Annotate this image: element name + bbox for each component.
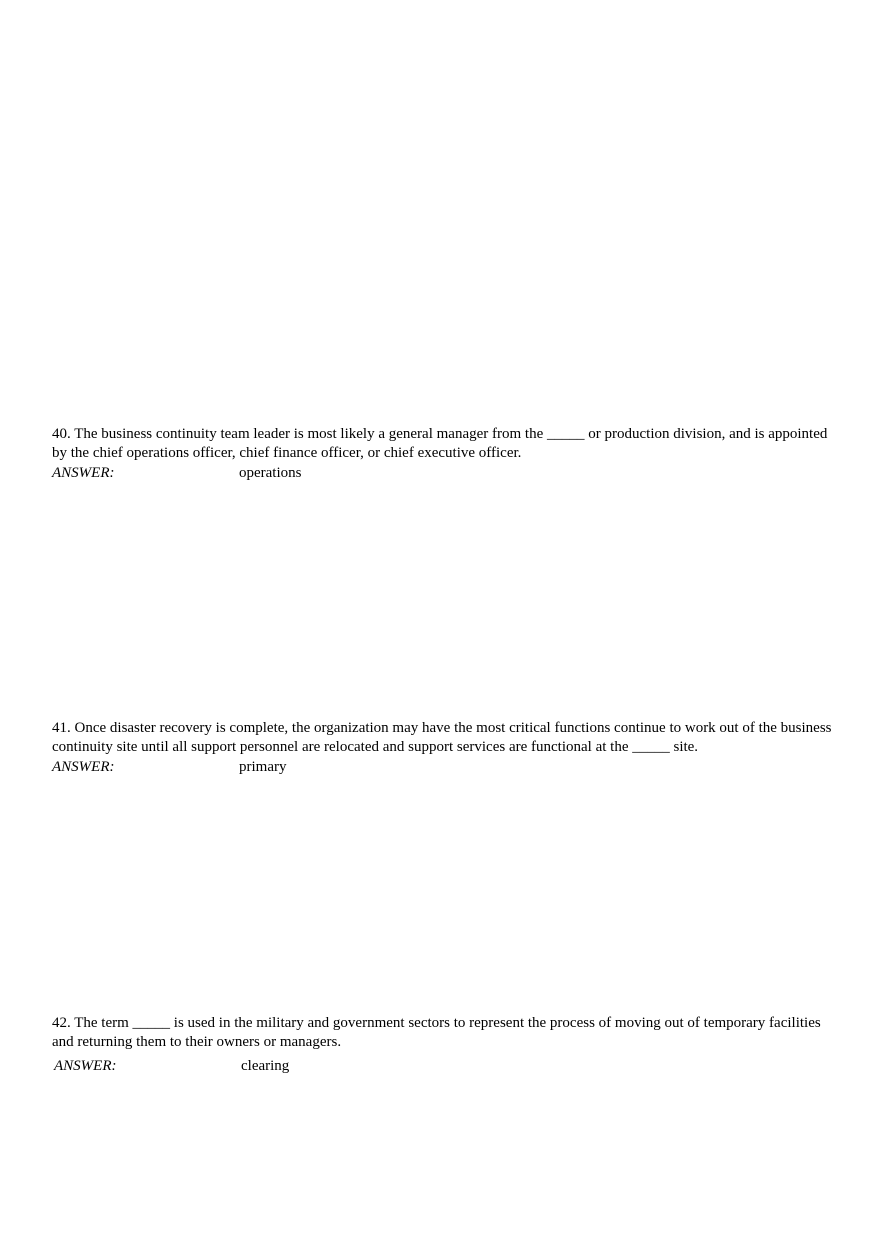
answer-row [52, 463, 832, 483]
answer-value: operations [239, 465, 302, 481]
answer-value: primary [239, 759, 287, 775]
question-42 [52, 1014, 832, 1076]
answer-label: ANSWER: [54, 1058, 117, 1074]
question-text: 41. Once disaster recovery is complete, the organization may have the most critical functions continue to work out of the business continuity site until all support personnel are relocated and support services are functional at the _____ site. [52, 720, 832, 755]
answer-value: clearing [241, 1058, 290, 1074]
answer-label: ANSWER: [52, 465, 115, 481]
question-41 [52, 719, 832, 777]
question-40 [52, 425, 832, 483]
answer-row [54, 1056, 834, 1076]
answer-label: ANSWER: [52, 759, 115, 775]
question-text: 40. The business continuity team leader is most likely a general manager from the _____ or production division, and is appointed by the chief operations officer, chief finance officer, or chief executive officer. [52, 426, 828, 461]
answer-row [52, 757, 832, 777]
question-text: 42. The term _____ is used in the military and government sectors to represent the process of moving out of temporary facilities and returning them to their owners or managers. [52, 1015, 821, 1050]
